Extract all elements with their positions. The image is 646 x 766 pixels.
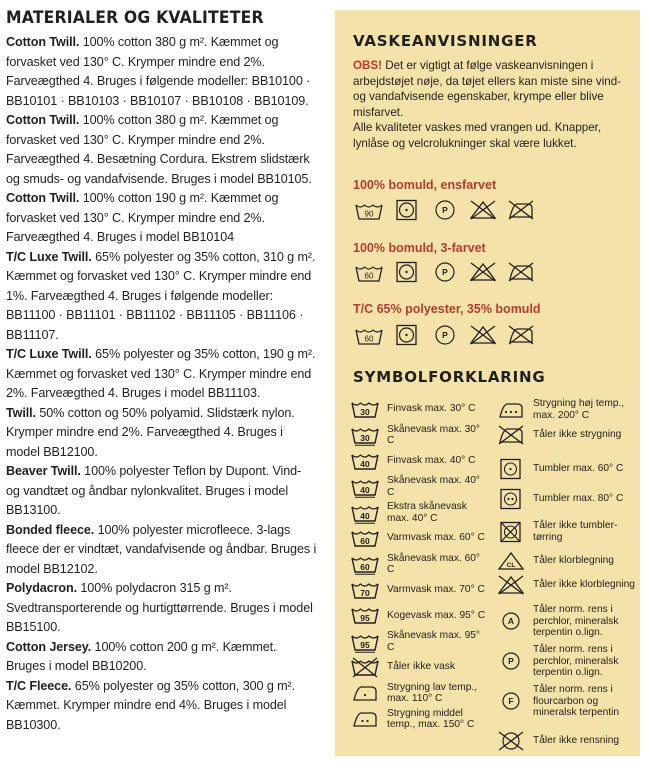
tub-40-icon bbox=[349, 450, 381, 472]
legend-item bbox=[495, 550, 635, 572]
materials-list bbox=[6, 33, 318, 735]
svg-text:CL: CL bbox=[506, 562, 516, 569]
no-iron-icon bbox=[505, 261, 537, 283]
care-intro bbox=[353, 58, 625, 152]
profile-title-3: T/C 65% polyester, 35% bomuld bbox=[353, 302, 541, 316]
material-description: 100% cotton 200 g m². Kæmmet. Bruges i model BB10200. bbox=[6, 639, 277, 673]
legend-item bbox=[495, 604, 635, 639]
svg-text:P: P bbox=[442, 205, 448, 216]
legend-text: Varmvask max. 60° C bbox=[387, 532, 485, 544]
material-description: 100% cotton 380 g m². Kæmmet og forvasket ved 130° C. Krymper mindre end 2%. Farveægthed 4. Bruges i følgende modeller: BB10100 · BB10101 · BB10103 · BB10107 · BB10108 · BB10109. bbox=[6, 35, 311, 108]
dryclean-a-icon bbox=[495, 610, 527, 632]
legend-item bbox=[349, 579, 489, 601]
svg-text:P: P bbox=[442, 330, 448, 341]
material-name: Polydacron. bbox=[6, 581, 77, 595]
svg-text:95: 95 bbox=[360, 613, 370, 624]
tub-95-gentle-icon bbox=[349, 631, 381, 653]
tub-30-gentle-icon bbox=[349, 424, 381, 446]
material-item bbox=[6, 33, 318, 111]
tub-95-icon bbox=[349, 604, 381, 626]
material-item bbox=[6, 345, 318, 404]
legend-text: Strygning høj temp., max. 200° C bbox=[533, 398, 625, 421]
legend-text: Skånevask max. 60° C bbox=[387, 552, 480, 576]
legend-item bbox=[349, 527, 489, 549]
svg-text:60: 60 bbox=[364, 271, 374, 281]
material-item bbox=[6, 638, 318, 677]
legend-text: Strygning lav temp., max. 110° C bbox=[387, 681, 478, 705]
no-dryclean-icon bbox=[495, 730, 527, 752]
dryclean-p-icon bbox=[429, 199, 461, 221]
material-item bbox=[6, 521, 318, 580]
tub-70-icon bbox=[349, 579, 381, 601]
legend-text: Kogevask max. 95° C bbox=[387, 609, 486, 621]
legend-item bbox=[495, 644, 635, 679]
tub-40-extra-gentle-icon bbox=[349, 502, 381, 524]
legend-text: Tåler ikke tumbler-tørring bbox=[533, 520, 618, 543]
tumble-60-icon bbox=[495, 458, 527, 480]
material-description: 65% polyester og 35% cotton, 300 g m². Kæmmet. Krymper mindre end 4%. Bruges i model BB10300. bbox=[6, 678, 296, 732]
svg-text:F: F bbox=[508, 696, 514, 707]
legend-item bbox=[495, 398, 635, 421]
dryclean-p-icon bbox=[429, 324, 461, 346]
profile-title-2: 100% bomuld, 3-farvet bbox=[353, 241, 486, 255]
legend-text: Skånevask max. 40° C bbox=[387, 475, 480, 498]
legend-item bbox=[349, 708, 489, 731]
material-name: T/C Luxe Twill. bbox=[6, 347, 92, 361]
tub-30-icon bbox=[349, 398, 381, 420]
material-description: 100% cotton 190 g m². Kæmmet og forvasket ved 130° C. Krymper mindre end 2%. Farveægthed 4. Bruges i model BB10104 bbox=[6, 191, 279, 244]
svg-text:60: 60 bbox=[364, 334, 374, 344]
profile-symbols-1 bbox=[353, 199, 537, 221]
material-description: 100% polyester Teflon by Dupont. Vind- og vandtæt og åndbar nylonkvalitet. Bruges i model BB13100. bbox=[6, 464, 302, 517]
material-description: 65% polyester og 35% cotton, 190 g m². Kæmmet og forvasket ved 130° C. Krymper mindre end 2%. Farveægthed 4. Bruges i model BB11103. bbox=[6, 347, 316, 400]
material-item bbox=[6, 404, 318, 463]
material-name: Bonded fleece. bbox=[6, 522, 95, 537]
no-tumble-icon bbox=[495, 521, 527, 543]
svg-text:60: 60 bbox=[360, 536, 370, 546]
profile-symbols-3 bbox=[353, 324, 537, 346]
material-description: 100% cotton 380 g m². Kæmmet og forvasket ved 130° C. Krymper mindre end 2%. Farveægthed 4. Besætning Cordura. Ekstrem slidstærk og smuds- og vandafvisende. Bruges i model BB10105. bbox=[6, 113, 312, 186]
dryclean-p-icon bbox=[429, 261, 461, 283]
profile-title-1: 100% bomuld, ensfarvet bbox=[353, 178, 497, 192]
material-description: 100% polyester microfleece. 3-lags fleece der er vindtæt, vandafvisende og åndbar. Bruges i model BB12102. bbox=[6, 522, 317, 576]
legend-item bbox=[495, 424, 635, 446]
legend-text: Tåler ikke vask bbox=[387, 661, 455, 673]
legend-text: Skånevask max. 95° C bbox=[387, 630, 480, 653]
no-chlorine-bleach-icon bbox=[495, 574, 527, 596]
svg-text:95: 95 bbox=[360, 639, 370, 650]
care-title: VASKEANVISNINGER bbox=[353, 32, 538, 50]
legend-text: Skånevask max. 30° C bbox=[387, 423, 480, 447]
legend-item bbox=[349, 604, 489, 626]
svg-text:30: 30 bbox=[360, 433, 370, 444]
iron-low-icon bbox=[349, 682, 381, 704]
material-item bbox=[6, 111, 318, 189]
dryclean-p-icon bbox=[495, 650, 527, 672]
svg-text:P: P bbox=[442, 267, 448, 278]
legend-item bbox=[349, 450, 489, 472]
no-iron-icon bbox=[505, 199, 537, 221]
profile-symbols-2 bbox=[353, 261, 537, 283]
symbols-title: SYMBOLFORKLARING bbox=[353, 368, 546, 386]
wash-tub-icon bbox=[353, 324, 385, 346]
legend-item bbox=[349, 682, 489, 705]
materials-title: MATERIALER OG KVALITETER bbox=[6, 8, 264, 28]
legend-item bbox=[349, 656, 489, 678]
no-wash-icon bbox=[349, 656, 381, 678]
svg-text:P: P bbox=[508, 656, 514, 667]
wash-tub-icon bbox=[353, 261, 385, 283]
iron-medium-icon bbox=[349, 708, 381, 730]
legend-item bbox=[495, 520, 635, 543]
tub-60-gentle-icon bbox=[349, 553, 381, 575]
material-item bbox=[6, 189, 318, 248]
no-chlorine-bleach-icon bbox=[467, 324, 499, 346]
tumble-dry-icon bbox=[391, 199, 423, 221]
legend-item bbox=[349, 553, 489, 576]
legend-item bbox=[349, 398, 489, 420]
chlorine-bleach-icon bbox=[495, 550, 527, 572]
no-chlorine-bleach-icon bbox=[467, 199, 499, 221]
legend-text: Varmvask max. 70° C bbox=[387, 583, 485, 595]
materials-column bbox=[6, 8, 318, 735]
svg-text:40: 40 bbox=[360, 458, 370, 469]
legend-item bbox=[349, 630, 489, 653]
care-intro-text: Det er vigtigt at følge vaskeanvisningen i arbejdstøjet nøje, da tøjet ellers kan miste sine vind- og vandafvisende egenskaber, krympe eller blive misfarvet. bbox=[353, 59, 622, 119]
svg-text:A: A bbox=[507, 616, 515, 627]
dryclean-f-icon bbox=[495, 690, 527, 712]
material-name: T/C Fleece. bbox=[6, 678, 72, 693]
iron-high-icon bbox=[495, 399, 527, 421]
material-item bbox=[6, 579, 318, 638]
legend-text: Tåler norm. rens i flourcarbon og mineralsk terpentin bbox=[533, 684, 620, 718]
legend-text: Tåler norm. rens i perchlor, mineralsk terpentin o.lign. bbox=[533, 644, 619, 678]
legend-text: Tåler klorblegning bbox=[533, 555, 614, 567]
tub-60-icon bbox=[349, 527, 381, 549]
legend-text: Tåler norm. rens i perchlor, mineralsk terpentin o.lign. bbox=[533, 604, 619, 638]
svg-text:60: 60 bbox=[360, 562, 370, 573]
legend-text: Finvask max. 30° C bbox=[387, 403, 476, 415]
material-name: Cotton Twill. bbox=[6, 113, 80, 127]
material-item bbox=[6, 677, 318, 736]
material-name: Cotton Twill. bbox=[6, 191, 80, 205]
tumble-dry-icon bbox=[391, 261, 423, 283]
material-name: Cotton Jersey. bbox=[6, 639, 92, 654]
legend-item bbox=[349, 424, 489, 447]
legend-item bbox=[495, 458, 635, 480]
tumble-dry-icon bbox=[391, 324, 423, 346]
tub-40-gentle-icon bbox=[349, 476, 381, 498]
material-description: 100% polydacron 315 g m². Svedtransporterende og hurtigttørrende. Bruges i model BB15100. bbox=[6, 581, 313, 634]
legend-text: Tåler ikke rensning bbox=[533, 735, 620, 747]
legend-text: Tumbler max. 80° C bbox=[533, 493, 624, 505]
obs-label: OBS! bbox=[353, 59, 382, 72]
no-chlorine-bleach-icon bbox=[467, 261, 499, 283]
wash-tub-icon bbox=[353, 199, 385, 221]
tumble-80-icon bbox=[495, 488, 527, 510]
svg-text:70: 70 bbox=[360, 587, 370, 598]
material-description: 50% cotton og 50% polyamid. Slidstærk nylon. Krymper mindre end 2%. Farveægthed 4. Bruges i model BB12100. bbox=[6, 405, 295, 459]
svg-text:40: 40 bbox=[360, 484, 370, 495]
material-name: Cotton Twill. bbox=[6, 35, 80, 49]
legend-item bbox=[495, 488, 635, 510]
no-iron-icon bbox=[505, 324, 537, 346]
legend-text: Strygning middel temp., max. 150° C bbox=[387, 707, 475, 731]
legend-item bbox=[349, 475, 489, 498]
legend-item bbox=[495, 574, 635, 596]
material-item bbox=[6, 248, 318, 346]
svg-text:30: 30 bbox=[360, 407, 370, 417]
legend-text: Tåler ikke klorblegning bbox=[533, 579, 635, 591]
legend-text: Ekstra skånevask max. 40° C bbox=[387, 501, 467, 524]
material-item bbox=[6, 462, 318, 521]
legend-text: Finvask max. 40° C bbox=[387, 454, 476, 466]
material-name: Twill. bbox=[6, 405, 36, 420]
legend-item bbox=[349, 501, 489, 524]
care-instructions-panel bbox=[335, 10, 640, 756]
legend-text: Tumbler max. 60° C bbox=[533, 463, 624, 475]
legend-text: Tåler ikke strygning bbox=[533, 429, 622, 441]
material-name: T/C Luxe Twill. bbox=[6, 249, 92, 264]
legend-item bbox=[495, 730, 635, 752]
care-intro-text-2: Alle kvaliteter vaskes med vrangen ud. Knapper, lynlåse og velcrolukninger skal være lukket. bbox=[353, 121, 602, 150]
material-name: Beaver Twill. bbox=[6, 464, 81, 478]
material-description: 65% polyester og 35% cotton, 310 g m². Kæmmet og forvasket ved 130° C. Krymper mindre end 1%. Farveægthed 4. Bruges i følgende modeller: BB11100 · BB11101 · BB11102 · BB11105 · BB11106 · BB11107. bbox=[6, 249, 316, 342]
svg-text:90: 90 bbox=[364, 209, 374, 219]
no-iron-icon bbox=[495, 424, 527, 446]
svg-text:40: 40 bbox=[360, 510, 370, 521]
legend-item bbox=[495, 684, 635, 719]
